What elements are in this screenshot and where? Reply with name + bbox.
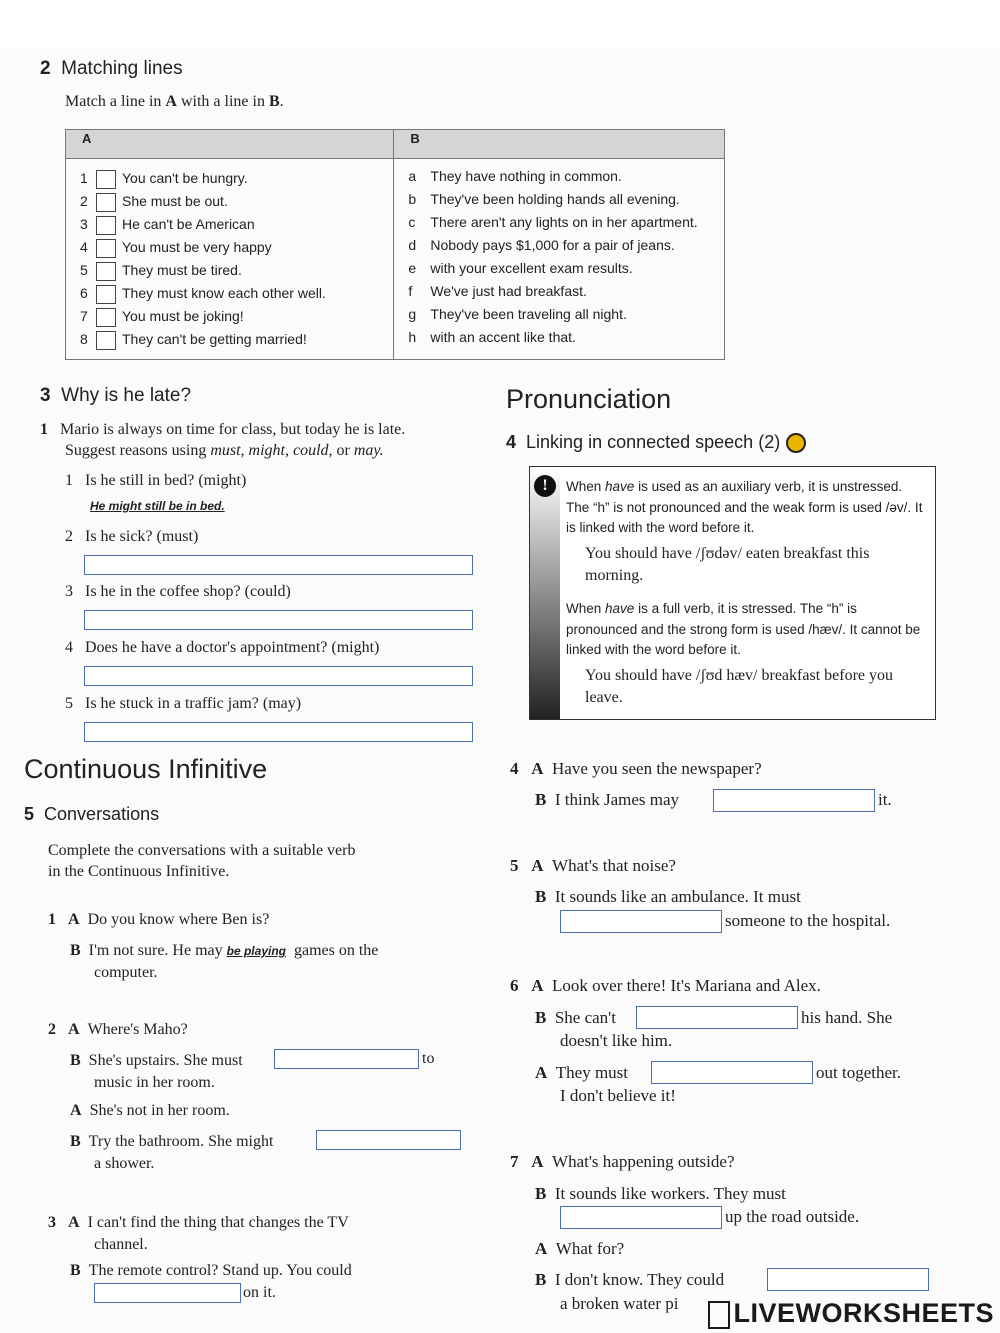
- speaker-a: A: [68, 1021, 80, 1038]
- line-text: The remote control? Stand up. You could: [88, 1262, 352, 1279]
- instruction-text: with a line in: [176, 93, 269, 110]
- item-letter: h: [408, 329, 417, 345]
- b-list: [408, 165, 724, 349]
- line-text: Try the bathroom. She might: [88, 1133, 274, 1150]
- line-text: it.: [878, 790, 892, 809]
- line-text: Where's Maho?: [87, 1021, 188, 1038]
- line-text: She's upstairs. She must: [88, 1052, 243, 1069]
- b-item: [408, 303, 724, 326]
- line-text: I don't know. They could: [554, 1270, 725, 1289]
- item-number: 3: [80, 216, 88, 232]
- a-item: [80, 328, 393, 351]
- section-number: 3: [40, 385, 51, 406]
- speaker-b: B: [535, 1270, 547, 1289]
- question: [65, 472, 246, 490]
- line-text: channel.: [94, 1236, 148, 1253]
- answer-box[interactable]: [96, 262, 116, 281]
- conversation-2-b2: [70, 1131, 273, 1175]
- conversation-6-a2: [535, 1063, 628, 1083]
- conversation-number: 5: [510, 856, 519, 875]
- answer-box[interactable]: [96, 331, 116, 350]
- conversation-1-b: [70, 940, 378, 984]
- line-text: someone to the hospital.: [725, 911, 891, 930]
- answer-box[interactable]: [96, 193, 116, 212]
- instruction-text: .: [279, 93, 284, 110]
- line-text: a broken water pi: [560, 1294, 679, 1313]
- answer-input-c7a[interactable]: [560, 1206, 722, 1229]
- answer-input-c2b[interactable]: [316, 1130, 461, 1150]
- question-text: Is he in the coffee shop? (could): [85, 583, 291, 600]
- item-text: They must know each other well.: [122, 285, 326, 301]
- note-have: have: [605, 479, 635, 494]
- a-item: [80, 213, 393, 236]
- line-text: It sounds like workers. They must: [554, 1184, 786, 1203]
- example-answer: be playing: [226, 944, 286, 958]
- logo-icon: [708, 1301, 730, 1329]
- line-text: Have you seen the newspaper?: [552, 759, 762, 778]
- answer-input-c3[interactable]: [94, 1283, 241, 1303]
- answer-input-c5[interactable]: [560, 910, 722, 933]
- item-number: 6: [80, 285, 88, 301]
- item-text: She must be out.: [122, 193, 228, 209]
- conversation-number: 2: [48, 1021, 56, 1038]
- a-item: [80, 259, 393, 282]
- item-letter: d: [408, 237, 417, 253]
- section-2-heading: [40, 58, 183, 80]
- column-a: [66, 159, 394, 360]
- item-text: with an accent like that.: [430, 329, 576, 345]
- speaker-a: A: [68, 911, 80, 928]
- column-b-header: B: [394, 130, 725, 159]
- instruction-a: A: [165, 93, 177, 110]
- note-have: have: [605, 601, 635, 616]
- line-text: up the road outside.: [725, 1207, 860, 1226]
- question-text: Is he still in bed? (might): [85, 472, 247, 489]
- section-title: Why is he late?: [61, 385, 192, 406]
- instruction-b: B: [268, 93, 280, 110]
- question-number: 3: [65, 583, 73, 600]
- line-text: What's happening outside?: [552, 1152, 735, 1171]
- section-3-heading: [40, 385, 191, 407]
- continuous-infinitive-title: Continuous Infinitive: [24, 754, 268, 784]
- pronunciation-box: [529, 466, 936, 720]
- b-item: [408, 165, 724, 188]
- note-text: When: [566, 601, 606, 616]
- b-item: [408, 326, 724, 349]
- question-number: 2: [65, 528, 73, 545]
- instruction: [65, 93, 284, 111]
- question: [65, 583, 291, 601]
- section-title: Linking in connected speech (2): [526, 432, 781, 452]
- item-text: You must be very happy: [122, 239, 272, 255]
- item-letter: c: [408, 214, 416, 230]
- conversation-3-a: [48, 1212, 349, 1256]
- speaker-a: A: [531, 1152, 544, 1171]
- question-number: 1: [65, 472, 73, 489]
- answer-input-2[interactable]: [84, 555, 473, 575]
- conversation-number: 1: [48, 911, 56, 928]
- question: [65, 639, 379, 657]
- speaker-b: B: [70, 1133, 81, 1150]
- section-number: 4: [506, 432, 517, 452]
- pencil-icon: [786, 433, 806, 453]
- a-item: [80, 190, 393, 213]
- speaker-a: A: [531, 759, 544, 778]
- example-answer: He might still be in bed.: [90, 499, 225, 513]
- a-item: [80, 167, 393, 190]
- line-text: to: [422, 1050, 435, 1067]
- item-text: Nobody pays $1,000 for a pair of jeans.: [430, 237, 675, 253]
- line-text: Look over there! It's Mariana and Alex.: [552, 976, 821, 995]
- b-item: [408, 188, 724, 211]
- line-text: I can't find the thing that changes the TV: [87, 1214, 349, 1231]
- answer-box[interactable]: [96, 308, 116, 327]
- question-text: Does he have a doctor's appointment? (might): [85, 639, 380, 656]
- line-text: I think James may: [554, 790, 680, 809]
- section-title: Conversations: [44, 804, 160, 824]
- speaker-a: A: [535, 1239, 548, 1258]
- conversation-number: 7: [510, 1152, 519, 1171]
- a-item: [80, 305, 393, 328]
- line-text: out together.: [816, 1063, 901, 1082]
- conversation-7-a2: [535, 1239, 624, 1259]
- answer-input-c2a[interactable]: [274, 1049, 419, 1069]
- column-b: [394, 159, 725, 360]
- question-text: Is he sick? (must): [85, 528, 199, 545]
- item-text: They have nothing in common.: [430, 168, 622, 184]
- speaker-b: B: [535, 887, 547, 906]
- section-5-heading: [24, 804, 159, 825]
- conversation-5-b: [535, 887, 801, 907]
- example-2: You should have /ʃʊd hæv/ breakfast before you leave.: [585, 667, 893, 706]
- item-letter: f: [408, 283, 413, 299]
- speaker-b: B: [70, 942, 81, 959]
- item-text: He can't be American: [122, 216, 255, 232]
- note-1: [566, 477, 928, 539]
- section-number: 5: [24, 804, 35, 824]
- liveworksheets-logo: [708, 1298, 994, 1329]
- line-text: It sounds like an ambulance. It must: [554, 887, 801, 906]
- speaker-a: A: [531, 856, 544, 875]
- answer-input-3[interactable]: [84, 610, 473, 630]
- item-number: 4: [80, 239, 88, 255]
- section-title: Matching lines: [61, 58, 183, 79]
- conversation-7-b2: [535, 1270, 724, 1290]
- line-text: What for?: [555, 1239, 625, 1258]
- line-text: I don't believe it!: [560, 1086, 676, 1105]
- line-text: doesn't like him.: [560, 1031, 673, 1050]
- top-margin: [0, 0, 1000, 48]
- item-text: You can't be hungry.: [122, 170, 248, 186]
- conversation-number: 4: [510, 759, 519, 778]
- conversation-3-b: [70, 1262, 352, 1280]
- item-number: 1: [80, 170, 88, 186]
- instruction-text: Match a line in: [65, 93, 166, 110]
- item-number: 8: [80, 331, 88, 347]
- conversation-2-b: [70, 1050, 243, 1094]
- b-item: [408, 234, 724, 257]
- line-text: She's not in her room.: [89, 1102, 230, 1119]
- matching-table: [65, 129, 725, 360]
- speaker-a: A: [535, 1063, 548, 1082]
- line-text: music in her room.: [94, 1074, 215, 1091]
- item-text: They've been traveling all night.: [430, 306, 627, 322]
- answer-input-5[interactable]: [84, 722, 473, 742]
- item-number: 5: [80, 262, 88, 278]
- line-text: on it.: [243, 1284, 276, 1301]
- modals: must, might, could,: [210, 442, 333, 459]
- item-letter: e: [408, 260, 417, 276]
- intro-line: Suggest reasons using: [65, 442, 211, 459]
- pronunciation-subheading: [506, 432, 806, 453]
- answer-box[interactable]: [96, 285, 116, 304]
- line-text: They must: [555, 1063, 629, 1082]
- item-text: with your excellent exam results.: [430, 260, 633, 276]
- line-text: games on the: [293, 942, 379, 959]
- conversation-7-a: [510, 1152, 735, 1172]
- instruction-line: Complete the conversations with a suitable verb: [48, 842, 356, 859]
- question-number: 4: [65, 639, 73, 656]
- line-text: What's that noise?: [552, 856, 676, 875]
- speaker-a: A: [531, 976, 544, 995]
- item-letter: a: [408, 168, 417, 184]
- a-list: [80, 167, 393, 351]
- b-item: [408, 257, 724, 280]
- item-text: We've just had breakfast.: [430, 283, 587, 299]
- item-number: 7: [80, 308, 88, 324]
- item-letter: b: [408, 191, 417, 207]
- a-item: [80, 282, 393, 305]
- speaker-b: B: [535, 1008, 547, 1027]
- item-number: 2: [80, 193, 88, 209]
- answer-input-c6b[interactable]: [651, 1061, 813, 1084]
- pronunciation-title: Pronunciation: [506, 384, 672, 414]
- conversation-number: 6: [510, 976, 519, 995]
- speaker-b: B: [535, 790, 547, 809]
- item-text: There aren't any lights on in her apartment.: [430, 214, 698, 230]
- example-1: You should have /ʃʊdəv/ eaten breakfast this morning.: [585, 545, 870, 584]
- question: [65, 695, 301, 713]
- speaker-a: A: [68, 1214, 80, 1231]
- answer-box[interactable]: [96, 239, 116, 258]
- section-5-instruction: [48, 840, 355, 882]
- conversation-4-b: [535, 790, 679, 810]
- answer-input-c4[interactable]: [713, 789, 875, 812]
- exclamation-icon: !: [534, 475, 556, 497]
- item-text: They can't be getting married!: [122, 331, 307, 347]
- answer-box[interactable]: [96, 170, 116, 189]
- section-3-intro: [40, 419, 405, 461]
- line-text: his hand. She: [801, 1008, 893, 1027]
- b-item: [408, 211, 724, 234]
- answer-input-c7b[interactable]: [767, 1268, 929, 1291]
- a-item: [80, 236, 393, 259]
- conversation-5-a: [510, 856, 676, 876]
- answer-input-c6a[interactable]: [636, 1006, 798, 1029]
- item-letter: g: [408, 306, 417, 322]
- question-number: 5: [65, 695, 73, 712]
- line-text: Do you know where Ben is?: [87, 911, 270, 928]
- note-text: is used as an auxiliary verb, it is unstressed. The “h” is not pronounced and the weak form is used /əv/. It is linked with the word before it.: [566, 479, 923, 535]
- modal-may: may.: [353, 442, 384, 459]
- intro-or: or: [332, 442, 354, 459]
- question: [65, 528, 198, 546]
- line-text: She can't: [554, 1008, 616, 1027]
- note-text: is a full verb, it is stressed. The “h” is pronounced and the strong form is used /hæv/. It cannot be linked with the word before it.: [566, 601, 921, 657]
- answer-input-4[interactable]: [84, 666, 473, 686]
- answer-box[interactable]: [96, 216, 116, 235]
- section-number: 2: [40, 58, 51, 79]
- speaker-a: A: [70, 1102, 82, 1119]
- conversation-2-a2: [70, 1102, 230, 1120]
- note-2: [566, 599, 928, 661]
- speaker-b: B: [70, 1052, 81, 1069]
- exercise-number: 1: [40, 421, 48, 438]
- logo-text: LIVEWORKSHEETS: [733, 1298, 994, 1328]
- note-text: When: [566, 479, 606, 494]
- conversation-2-a: [48, 1021, 188, 1039]
- conversation-7-b: [535, 1184, 786, 1204]
- line-text: computer.: [94, 964, 158, 981]
- instruction-line: in the Continuous Infinitive.: [48, 863, 230, 880]
- conversation-1-a: [48, 911, 269, 929]
- item-text: You must be joking!: [122, 308, 244, 324]
- line-text: a shower.: [94, 1155, 155, 1172]
- line-text: I'm not sure. He may: [88, 942, 223, 959]
- speaker-b: B: [70, 1262, 81, 1279]
- intro-line: Mario is always on time for class, but today he is late.: [60, 421, 406, 438]
- column-a-header: A: [66, 130, 394, 159]
- conversation-4-a: [510, 759, 762, 779]
- conversation-6-a: [510, 976, 821, 996]
- conversation-6-b: [535, 1008, 616, 1028]
- speaker-b: B: [535, 1184, 547, 1203]
- conversation-number: 3: [48, 1214, 56, 1231]
- b-item: [408, 280, 724, 303]
- item-text: They've been holding hands all evening.: [430, 191, 680, 207]
- item-text: They must be tired.: [122, 262, 242, 278]
- box-sidebar: [530, 467, 560, 719]
- question-text: Is he stuck in a traffic jam? (may): [85, 695, 302, 712]
